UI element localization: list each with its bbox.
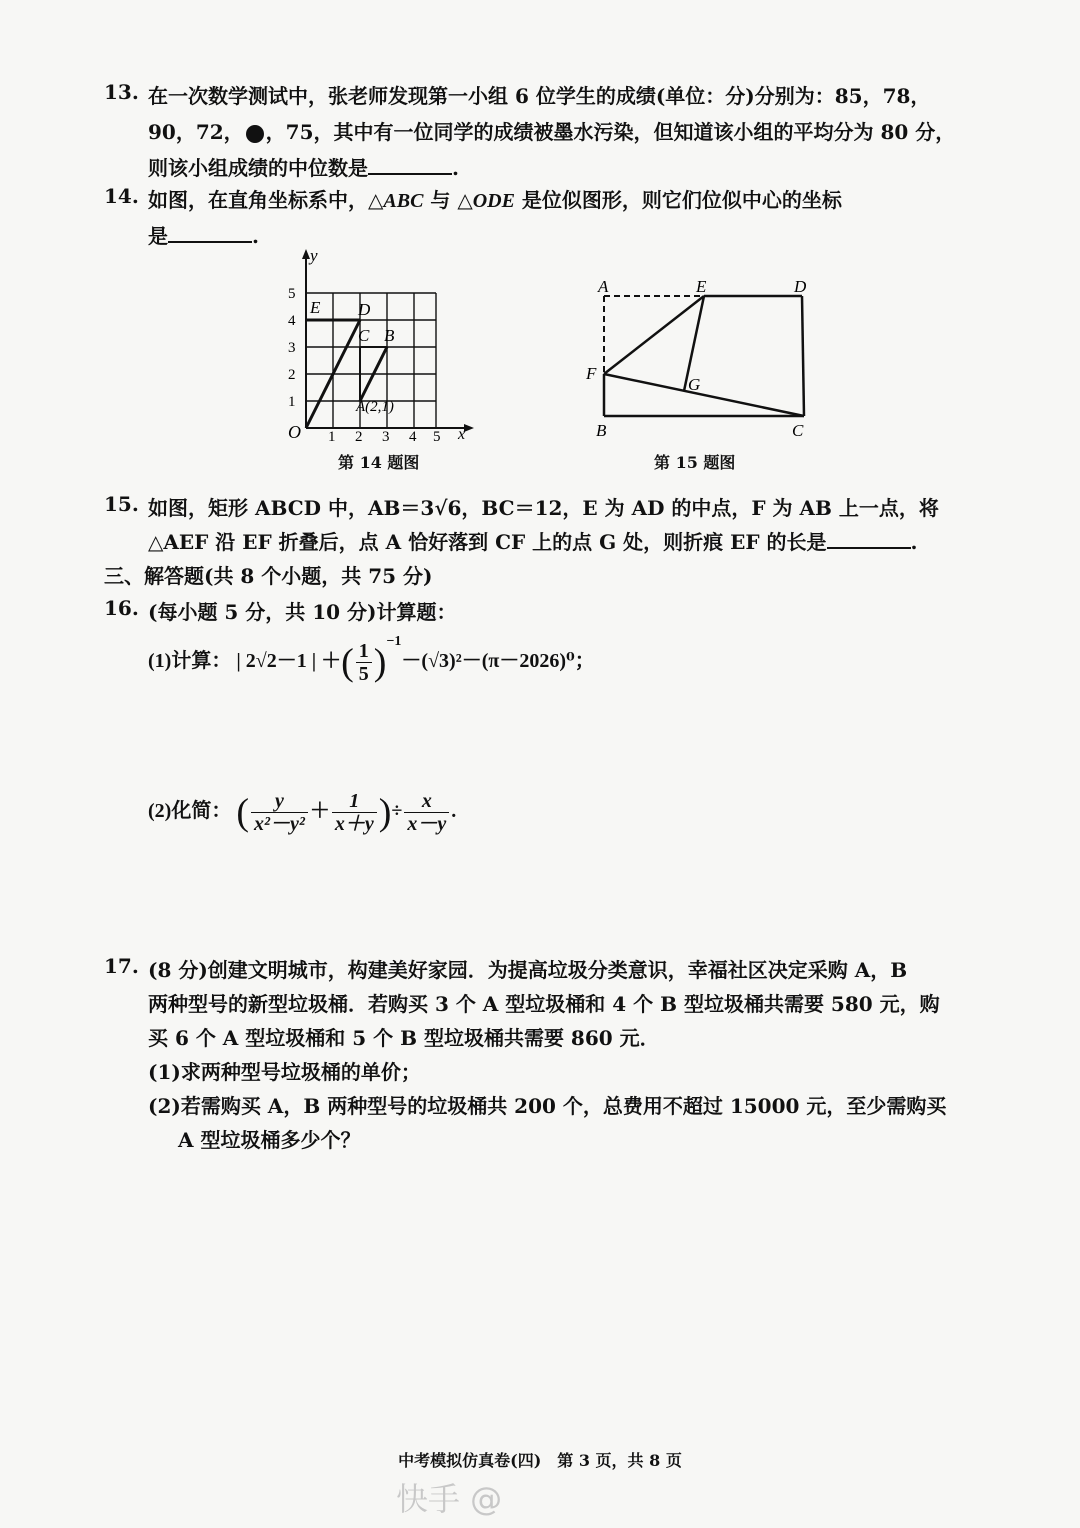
q14-line2-text: 是 (148, 224, 168, 248)
fig14-ytick-1: 1 (288, 394, 296, 410)
q16-p2-end: . (451, 800, 457, 823)
fig14-caption: 第 14 题图 (338, 453, 420, 472)
q15-line2-text: △AEF 沿 EF 折叠后，点 A 恰好落到 CF 上的点 G 处，则折痕 EF 的长是 (148, 530, 827, 554)
fig14-xtick-5: 5 (433, 429, 441, 445)
page-footer: 中考模拟仿真卷(四) 第 3 页，共 8 页 (398, 1451, 682, 1470)
close-paren: ) (373, 641, 387, 684)
q13-number: 13. (104, 80, 139, 104)
fig14-xtick-4: 4 (409, 429, 417, 445)
fig14-label-a: A(2,1) (356, 399, 394, 415)
q16-p1-label: (1)计算： (148, 650, 232, 672)
fig15-label-d: D (794, 277, 807, 296)
fig14-xtick-2: 2 (355, 429, 363, 445)
fig15-caption: 第 15 题图 (654, 453, 736, 472)
q15-line1: 如图，矩形 ABCD 中，AB＝3√6，BC＝12，E 为 AD 的中点，F 为 AB 上一点，将 (148, 496, 939, 520)
q13-line2b: ，75，其中有一位同学的成绩被墨水污染，但知道该小组的平均分为 80 分， (265, 120, 956, 144)
fig14-label-b: B (384, 326, 395, 345)
fig14-label-e: E (310, 298, 321, 317)
fraction-2 (332, 790, 377, 835)
q16-p1-expr-a: | 2√2－1 | ＋ (236, 650, 342, 672)
frac-den: 5 (358, 662, 369, 685)
q17-part1: (1)求两种型号垃圾桶的单价； (148, 1060, 421, 1084)
q15-end: . (910, 530, 918, 554)
figure-15 (582, 276, 822, 446)
fig14-origin: O (288, 422, 301, 442)
fig15-label-g: G (688, 375, 701, 394)
exponent: −1 (386, 634, 402, 649)
frac-den: x²－y² (253, 813, 305, 835)
q13-line3 (148, 152, 459, 181)
q14-ode: ODE (472, 190, 515, 212)
q17-line3: 买 6 个 A 型垃圾桶和 5 个 B 型垃圾桶共需要 860 元． (148, 1026, 660, 1050)
answer-blank (827, 529, 911, 549)
frac-num: y (251, 790, 308, 813)
fraction-1 (251, 790, 308, 835)
frac-den: x－y (407, 813, 447, 835)
fig14-ytick-4: 4 (288, 313, 296, 329)
fig15-label-e: E (696, 277, 707, 296)
fig14-ytick-3: 3 (288, 340, 296, 356)
q17-number: 17. (104, 954, 139, 978)
frac-den: x＋y (334, 813, 374, 835)
q16-number: 16. (104, 596, 139, 620)
fig14-label-d: D (358, 300, 371, 319)
fig14-label-c: C (358, 326, 370, 345)
q14-abc: ABC (383, 190, 424, 212)
q15-line2 (148, 526, 918, 555)
fig15-label-a: A (598, 277, 609, 296)
fig14-xtick-3: 3 (382, 429, 390, 445)
q13-line3-text: 则该小组成绩的中位数是 (148, 156, 368, 180)
watermark: 快手 @ (396, 1480, 503, 1518)
fig14-xtick-1: 1 (328, 429, 336, 445)
q14-text-a: 如图，在直角坐标系中，△ (148, 188, 384, 212)
answer-blank (168, 223, 252, 243)
figure-14 (270, 245, 490, 445)
q15-number: 15. (104, 492, 139, 516)
frac-num: 1 (356, 640, 372, 663)
q16-header: (每小题 5 分，共 10 分)计算题： (148, 600, 457, 624)
q17-line1: (8 分)创建文明城市，构建美好家园．为提高垃圾分类意识，幸福社区决定采购 A，B (148, 958, 908, 982)
q14-text-c: 是位似图形，则它们位似中心的坐标 (514, 188, 842, 212)
fig15-label-b: B (596, 421, 607, 440)
frac-num: 1 (332, 790, 377, 813)
fig15-label-c: C (792, 421, 804, 440)
q14-end: . (252, 224, 259, 248)
fig14-y-label: y (310, 246, 318, 265)
q16-part1 (148, 634, 595, 685)
q17-line2: 两种型号的新型垃圾桶．若购买 3 个 A 型垃圾桶和 4 个 B 型垃圾桶共需要 580 元，购 (148, 992, 940, 1016)
fraction-3 (404, 790, 449, 835)
q17-part2-line2: A 型垃圾桶多少个？ (178, 1128, 361, 1152)
q16-part2 (148, 790, 456, 835)
q13-line2 (148, 116, 955, 145)
q14-line1 (148, 184, 842, 213)
plus-sign: ＋ (309, 800, 330, 823)
open-paren: ( (341, 641, 354, 684)
section-3-heading: 三、解答题(共 8 个小题，共 75 分) (104, 564, 433, 588)
fraction-one-fifth (356, 640, 372, 685)
q14-text-b: 与 △ (423, 188, 473, 212)
q14-line2 (148, 220, 259, 249)
q13-end: . (452, 156, 459, 180)
q16-p2-label: (2)化简： (148, 800, 232, 823)
q13-line1: 在一次数学测试中，张老师发现第一小组 6 位学生的成绩(单位：分)分别为：85，78， (148, 84, 931, 108)
q17-part2-line1: (2)若需购买 A，B 两种型号的垃圾桶共 200 个，总费用不超过 15000 元，至少需购买 (148, 1094, 947, 1118)
fig14-ytick-5: 5 (288, 286, 296, 302)
frac-num: x (404, 790, 449, 813)
fig15-label-f: F (586, 364, 597, 383)
q13-line2a: 90，72， (148, 120, 244, 144)
q14-number: 14. (104, 184, 139, 208)
fig14-ytick-2: 2 (288, 367, 296, 383)
fig14-x-label: x (458, 426, 466, 443)
q16-p1-expr-b: －(√3)²－(π－2026)⁰； (401, 650, 595, 672)
divide-sign: ÷ (391, 800, 403, 823)
ink-blot-icon (246, 125, 264, 143)
close-paren: ) (378, 791, 392, 834)
answer-blank (368, 155, 452, 175)
open-paren: ( (236, 791, 249, 834)
